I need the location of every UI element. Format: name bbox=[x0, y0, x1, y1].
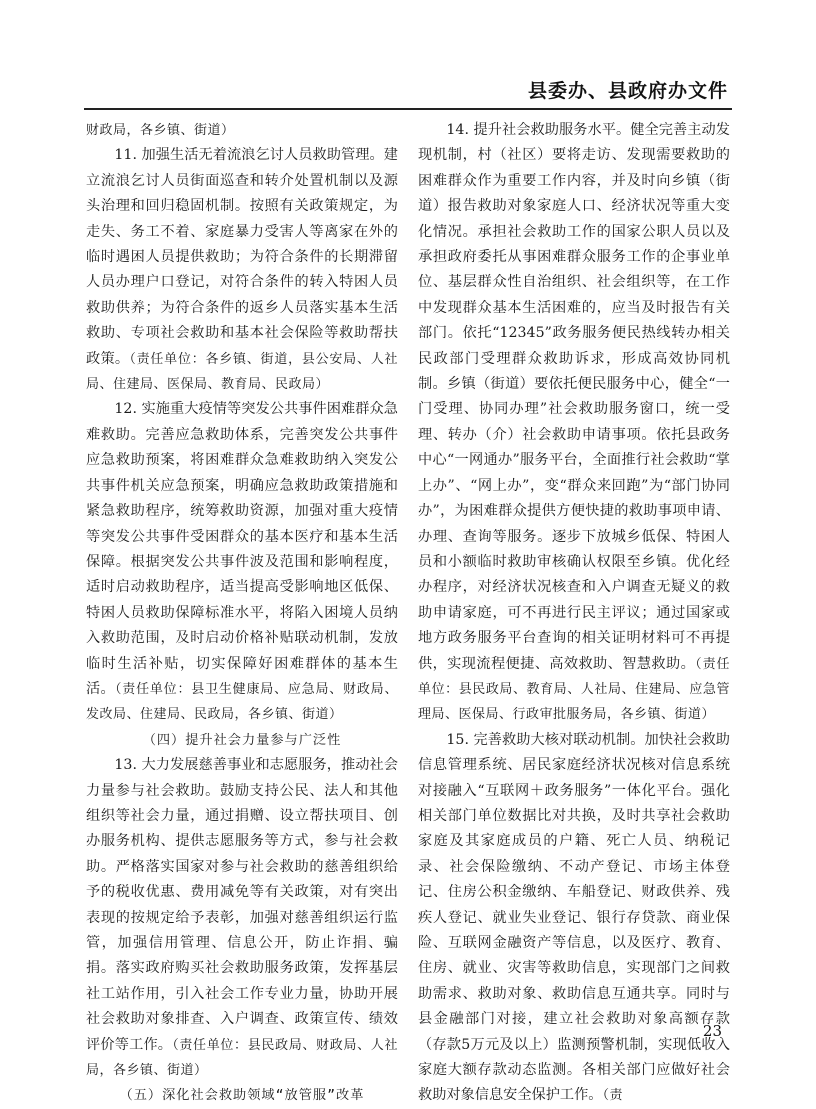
paragraph-11-text: 11. 加强生活无着流浪乞讨人员救助管理。建立流浪乞讨人员街面巡查和转介处置机制以及源头治理和回归稳固机制。按照有关政策规定，为走失、务工不着、家庭暴力受害人等离家在外的临时遇困人员提供救助；为符合条件的长期滞留人员办理户口登记，对符合条件的转入特困人员救助供养；为符合条件的返乡人员落实基本生活救助、专项社会救助和基本社会保险等救助帮扶政策。 bbox=[86, 147, 398, 367]
paragraph-12-text: 12. 实施重大疫情等突发公共事件困难群众急难救助。完善应急救助体系，完善突发公共事件应急救助预案，将困难群众急难救助纳入突发公共事件机关应急预案，明确应急救助政策措施和紧急救助程序，统筹救助资源，加强对重大疫情等突发公共事件受困群众的基本医疗和基本生活保障。根据突发公共事件波及范围和影响程度，适时启动救助程序，适当提高受影响地区低保、特困人员救助保障标准水平，将陷入困境人员纳入救助范围，及时启动价格补贴联动机制，发放临时生活补贴，切实保障好困难群体的基本生活。 bbox=[86, 401, 398, 697]
paragraph-12 bbox=[86, 397, 398, 727]
resp-units-prev: 财政局，各乡镇、街道） bbox=[86, 123, 235, 138]
right-column bbox=[418, 118, 730, 1109]
paragraph-14-responsible: （责任单位：县民政局、教育局、人社局、住建局、应急管理局、医保局、行政审批服务局，各乡镇、街道） bbox=[418, 656, 730, 723]
section-heading-4: （四）提升社会力量参与广泛性 bbox=[142, 732, 342, 748]
paragraph-15-responsible: （责 bbox=[602, 1088, 623, 1104]
paragraph-14-text: 14. 提升社会救助服务水平。健全完善主动发现机制，村（社区）要将走访、发现需要救助的困难群众作为重要工作内容，并及时向乡镇（街道）报告救助对象家庭人口、经济状况等重大变化情况。承担社会救助工作的国家公职人员以及承担政府委托从事困难群众服务工作的企事业单位、基层群众性自治组织、社会组织等，在工作中发现群众基本生活困难的，应当及时报告有关部门。依托“12345”政务服务便民热线转办相关民政部门受理群众救助诉求，形成高效协同机制。乡镇（街道）要依托便民服务中心，健全“一门受理、协同办理”社会救助服务窗口，统一受理、转办（介）社会救助申请事项。依托县政务中心“一网通办”服务平台，全面推行社会救助“掌上办”、“网上办”，变“群众来回跑”为“部门协同办”，为困难群众提供方便快捷的救助事项申请、办理、查询等服务。逐步下放城乡低保、特困人员和小额临时救助审核确认权限至乡镇。优化经办程序，对经济状况核查和入户调查无疑义的救助申请家庭，可不再进行民主评议；通过国家或地方政务服务平台查询的相关证明材料可不再提供，实现流程便捷、高效救助、智慧救助。 bbox=[418, 122, 730, 672]
left-column bbox=[86, 118, 398, 1109]
paragraph-13-responsible: （责任单位：县民政局、财政局、人社局，各乡镇、街道） bbox=[86, 1037, 398, 1079]
header-rule bbox=[84, 108, 732, 110]
section-heading-5: （五）深化社会救助领域“放管服”改革 bbox=[119, 1088, 365, 1104]
paragraph-13 bbox=[86, 753, 398, 1083]
paragraph-15-text: 15. 完善救助大核对联动机制。加快社会救助信息管理系统、居民家庭经济状况核对信息系统对接融入“互联网＋政务服务”一体化平台。强化相关部门单位数据比对共换，及时共享社会救助家庭及其家庭成员的户籍、死亡人员、纳税记录、社会保险缴纳、不动产登记、市场主体登记、住房公积金缴纳、车船登记、财政供养、残疾人登记、就业失业登记、银行存贷款、商业保险、互联网金融资产等信息，以及医疗、教育、住房、就业、灾害等救助信息，实现部门之间救助需求、救助对象、救助信息互通共享。同时与县金融部门对接，建立社会救助对象高额存款（存款5万元及以上）监测预警机制，实现低收入家庭大额存款动态监测。各相关部门应做好社会救助对象信息安全保护工作。 bbox=[418, 731, 730, 1104]
header-title: 县委办、县政府办文件 bbox=[527, 80, 728, 102]
paragraph-14 bbox=[418, 118, 730, 728]
paragraph-15 bbox=[418, 728, 730, 1109]
paragraph-12-responsible: （责任单位：县卫生健康局、应急局、财政局、发改局、住建局、民政局，各乡镇、街道） bbox=[86, 681, 398, 723]
left-continuation bbox=[86, 118, 398, 143]
paragraph-13-text: 13. 大力发展慈善事业和志愿服务，推动社会力量参与社会救助。鼓励支持公民、法人和其他组织等社会力量，通过捐赠、设立帮扶项目、创办服务机构、提供志愿服务等方式，参与社会救助。严格落实国家对参与社会救助的慈善组织给予的税收优惠、费用减免等有关政策，对有突出表现的按规定给予表彰，加强对慈善组织运行监管，加强信用管理、信息公开，防止诈捐、骗捐。落实政府购买社会救助服务政策，发挥基层社工站作用，引入社会工作专业力量，协助开展社会救助对象排查、入户调查、政策宣传、绩效评价等工作。 bbox=[86, 757, 398, 1053]
paragraph-11 bbox=[86, 143, 398, 397]
page-number: 23 bbox=[702, 1022, 722, 1040]
paragraph-11-responsible: （责任单位：各乡镇、街道，县公安局、人社局、住建局、医保局、教育局、民政局） bbox=[86, 351, 398, 393]
